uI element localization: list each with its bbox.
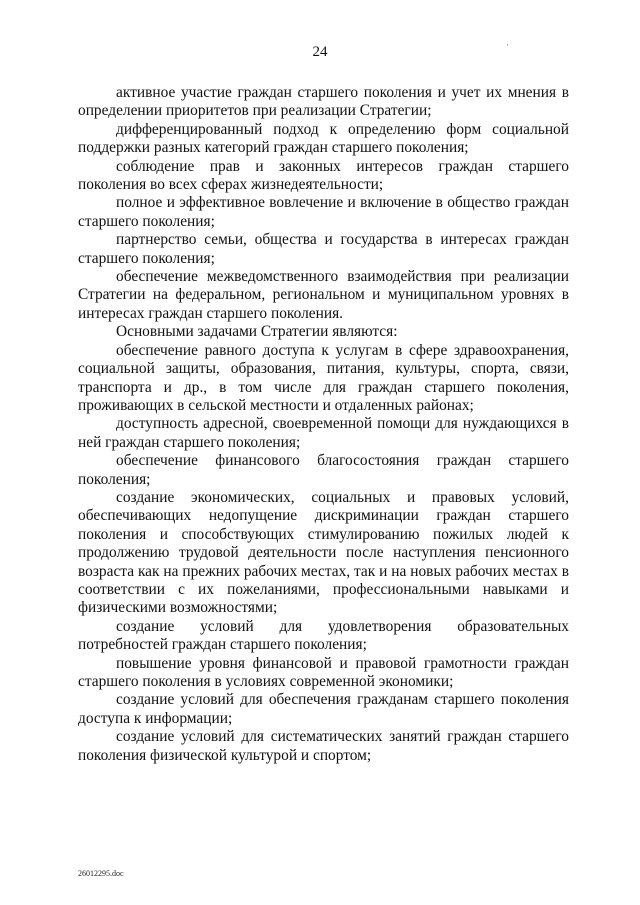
paragraph: создание условий для систематических занятий граждан старшего поколения физической культурой и спортом; xyxy=(78,728,569,764)
paragraph: создание экономических, социальных и правовых условий, обеспечивающих недопущение дискриминации граждан старшего поколения и способствующих стимулированию пожилых людей к продолжению трудовой деятельности после наступления пенсионного возраста как на прежних рабочих местах, так и на новых рабочих местах в соответствии с их пожеланиями, профессиональными навыками и физическими возможностями; xyxy=(78,488,569,617)
file-name-footer: 26012295.doc xyxy=(78,869,124,878)
paragraph: полное и эффективное вовлечение и включение в общество граждан старшего поколения; xyxy=(78,194,569,230)
paragraph: соблюдение прав и законных интересов граждан старшего поколения во всех сферах жизнедеятельности; xyxy=(78,157,569,194)
paragraph: обеспечение финансового благосостояния граждан старшего поколения; xyxy=(78,452,569,488)
paragraph: создание условий для обеспечения гражданам старшего поколения доступа к информации; xyxy=(78,691,569,727)
paragraph: доступность адресной, своевременной помощи для нуждающихся в ней граждан старшего поколения; xyxy=(78,415,569,451)
paragraph: создание условий для удовлетворения образовательных потребностей граждан старшего поколения; xyxy=(78,617,569,654)
tasks-heading: Основными задачами Стратегии являются: xyxy=(116,323,398,341)
document-body xyxy=(78,84,569,765)
paragraph: дифференцированный подход к определению форм социальной поддержки разных категорий граждан старшего поколения; xyxy=(78,120,569,157)
paragraph: партнерство семьи, общества и государства в интересах граждан старшего поколения; xyxy=(78,231,569,267)
paragraph: обеспечение равного доступа к услугам в сфере здравоохранения, социальной защиты, образования, питания, культуры, спорта, связи, транспорта и др., в том числе для граждан старшего поколения, проживающих в сельской местности и отдаленных районах; xyxy=(78,341,569,414)
paragraph: повышение уровня финансовой и правовой грамотности граждан старшего поколения в условиях современной экономики; xyxy=(78,654,569,690)
paragraph: активное участие граждан старшего поколения и учет их мнения в определении приоритетов при реализации Стратегии; xyxy=(78,84,569,120)
scan-mark: · xyxy=(506,40,509,50)
page-number: 24 xyxy=(312,44,328,60)
paragraph: обеспечение межведомственного взаимодействия при реализации Стратегии на федеральном, региональном и муниципальном уровнях в интересах граждан старшего поколения. xyxy=(78,268,569,322)
